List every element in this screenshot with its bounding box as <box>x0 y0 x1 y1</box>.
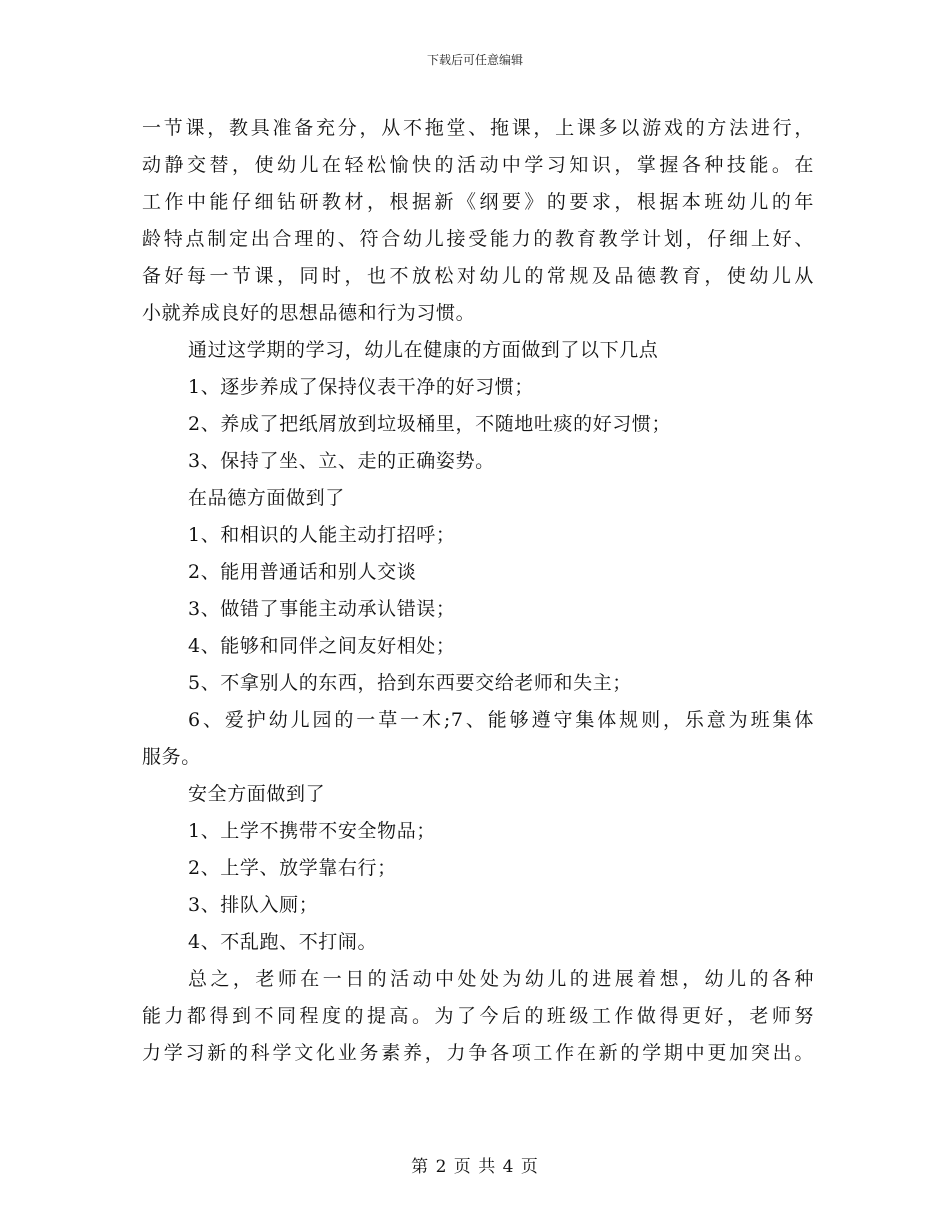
list-item: 1、和相识的人能主动打招呼； <box>188 524 456 546</box>
text-line: 动静交替，使幼儿在轻松愉快的活动中学习知识，掌握各种技能。在 <box>142 154 814 176</box>
text-line: 龄特点制定出合理的、符合幼儿接受能力的教育教学计划，仔细上好、 <box>142 228 814 250</box>
section-heading-safety: 安全方面做到了 <box>188 783 326 805</box>
list-item: 6、爱护幼儿园的一草一木;7、能够遵守集体规则，乐意为班集体 <box>188 709 814 731</box>
page-number: 第 2 页 共 4 页 <box>411 1157 539 1177</box>
list-item: 2、养成了把纸屑放到垃圾桶里，不随地吐痰的好习惯； <box>188 413 672 435</box>
list-item: 3、保持了坐、立、走的正确姿势。 <box>188 450 495 472</box>
section-heading-morality: 在品德方面做到了 <box>188 487 345 509</box>
list-item: 3、做错了事能主动承认错误； <box>188 598 456 620</box>
list-item: 2、能用普通话和别人交谈 <box>188 561 417 583</box>
document-body <box>142 110 814 1072</box>
list-item: 1、上学不携带不安全物品； <box>188 820 436 842</box>
text-line: 小就养成良好的思想品德和行为习惯。 <box>142 302 476 324</box>
text-line: 备好每一节课，同时，也不放松对幼儿的常规及品德教育，使幼儿从 <box>142 265 814 287</box>
text-line: 工作中能仔细钻研教材，根据新《纲要》的要求，根据本班幼儿的年 <box>142 191 814 213</box>
list-item: 2、上学、放学靠右行； <box>188 857 397 879</box>
list-item-continuation: 服务。 <box>142 746 201 768</box>
list-item: 4、能够和同伴之间友好相处； <box>188 635 456 657</box>
list-item: 5、不拿别人的东西，拾到东西要交给老师和失主； <box>188 672 632 694</box>
page-header-note: 下载后可任意编辑 <box>426 53 523 67</box>
list-item: 3、排队入厕； <box>188 894 319 916</box>
text-line: 一节课，教具准备充分，从不拖堂、拖课，上课多以游戏的方法进行， <box>142 117 814 139</box>
list-item: 4、不乱跑、不打闹。 <box>188 931 378 953</box>
summary-line: 总之，老师在一日的活动中处处为幼儿的进展着想，幼儿的各种 <box>188 968 814 990</box>
list-item: 1、逐步养成了保持仪表干净的好习惯； <box>188 376 534 398</box>
section-heading-health: 通过这学期的学习，幼儿在健康的方面做到了以下几点 <box>188 339 659 361</box>
summary-line: 能力都得到不同程度的提高。为了今后的班级工作做得更好，老师努 <box>142 1005 814 1027</box>
summary-line: 力学习新的科学文化业务素养，力争各项工作在新的学期中更加突出。 <box>142 1042 814 1064</box>
